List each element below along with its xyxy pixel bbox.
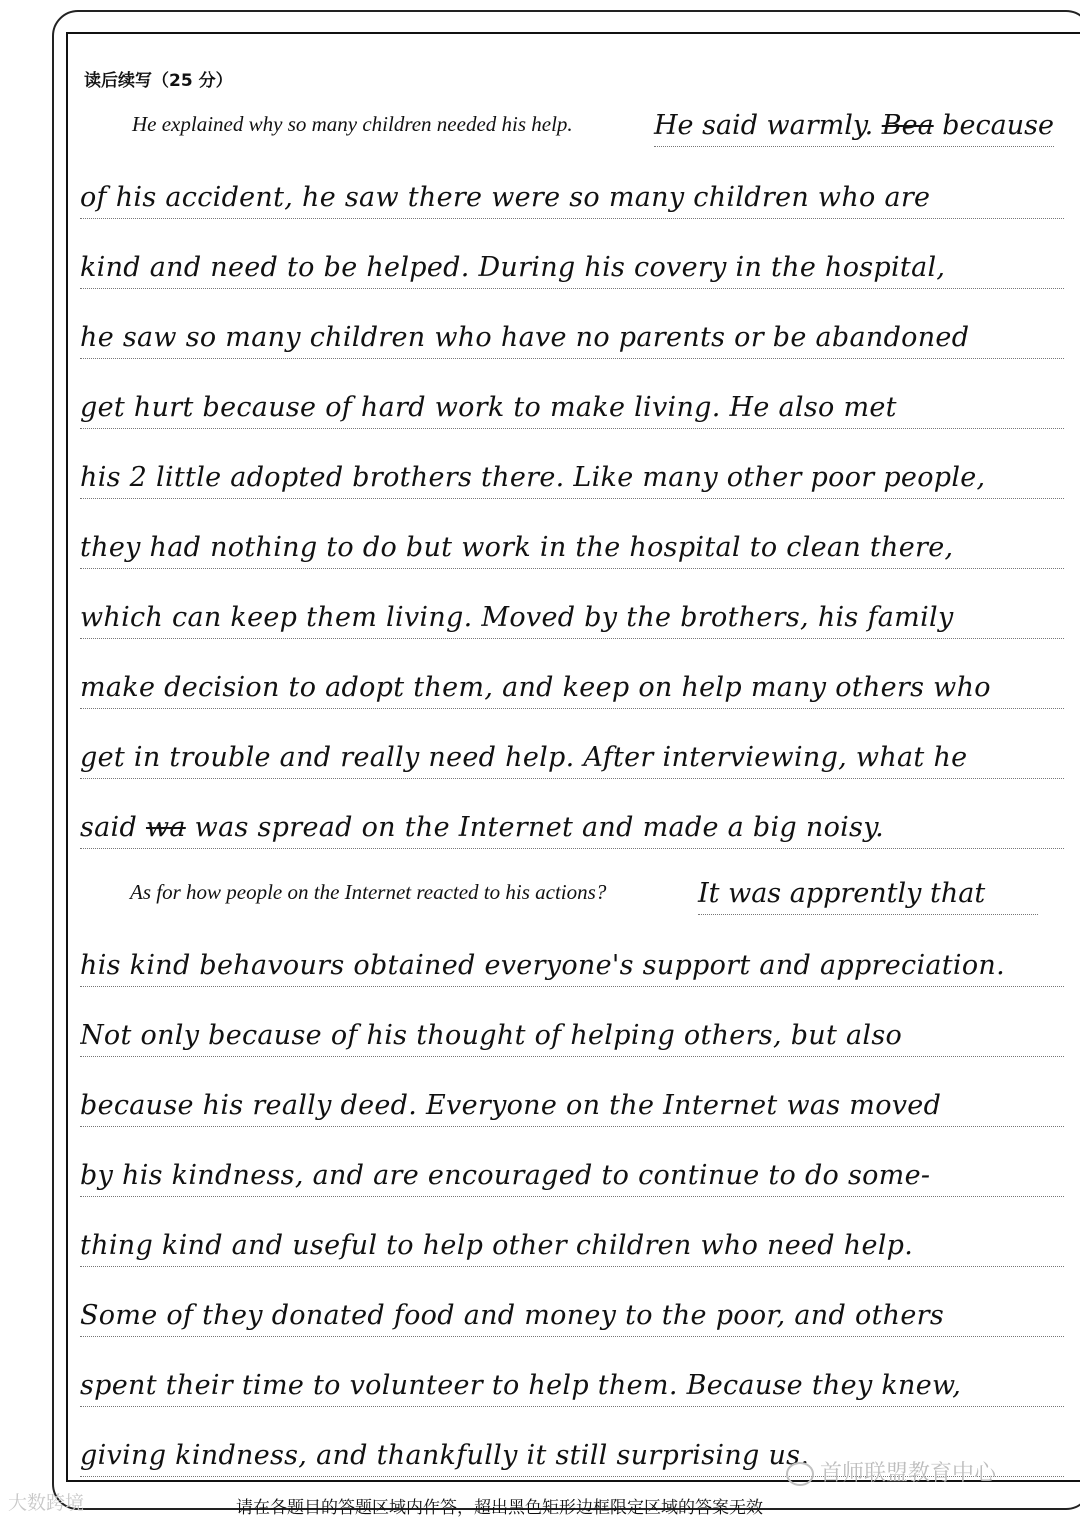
handwritten-line: they had nothing to do but work in the hospital to clean there, — [80, 528, 1064, 569]
handwritten-line: giving kindness, and thankfully it still surprising us. — [80, 1436, 1064, 1477]
handwritten-line: Some of they donated food and money to the poor, and others — [80, 1296, 1064, 1337]
handwritten-line: kind and need to be helped. During his covery in the hospital, — [80, 248, 1064, 289]
footer-instruction: 请在各题目的答题区域内作答，超出黑色矩形边框限定区域的答案无效 — [236, 1498, 763, 1518]
handwritten-line: his kind behavours obtained everyone's support and appreciation. — [80, 946, 1064, 987]
handwritten-line: because his really deed. Everyone on the Internet was moved — [80, 1086, 1064, 1127]
crossed-out-word: Bea — [881, 110, 934, 141]
handwritten-line: his 2 little adopted brothers there. Like many other poor people, — [80, 458, 1064, 499]
handwritten-line: thing kind and useful to help other children who need help. — [80, 1226, 1064, 1267]
handwritten-line: by his kindness, and are encouraged to continue to do some- — [80, 1156, 1064, 1197]
handwritten-line: get in trouble and really need help. After interviewing, what he — [80, 738, 1064, 779]
handwritten-line: get hurt because of hard work to make living. He also met — [80, 388, 1064, 429]
watermark-right: 首师联盟教育中心 — [786, 1456, 996, 1487]
paragraph-1-prompt: He explained why so many children needed his help. — [132, 112, 573, 136]
handwritten-line: make decision to adopt them, and keep on help many others who — [80, 668, 1064, 709]
handwritten-first-line-2: It was apprently that — [698, 874, 1038, 915]
section-title: 读后续写（25 分） — [84, 71, 233, 91]
watermark-left: 大数跨境 — [8, 1492, 85, 1514]
handwritten-line: which can keep them living. Moved by the brothers, his family — [80, 598, 1064, 639]
handwritten-line: he saw so many children who have no parents or be abandoned — [80, 318, 1064, 359]
crossed-out-word: wa — [145, 812, 186, 843]
paragraph-2-prompt: As for how people on the Internet reacted to his actions? — [130, 880, 607, 904]
handwritten-last-line-1: said wa was spread on the Internet and made a big noisy. — [80, 808, 1064, 849]
handwritten-line: spent their time to volunteer to help them. Because they knew, — [80, 1366, 1064, 1407]
wechat-icon — [786, 1462, 814, 1486]
handwritten-line: of his accident, he saw there were so many children who are — [80, 178, 1064, 219]
handwritten-line: Not only because of his thought of helping others, but also — [80, 1016, 1064, 1057]
handwritten-first-line-1: He said warmly. Bea because — [654, 106, 1054, 147]
